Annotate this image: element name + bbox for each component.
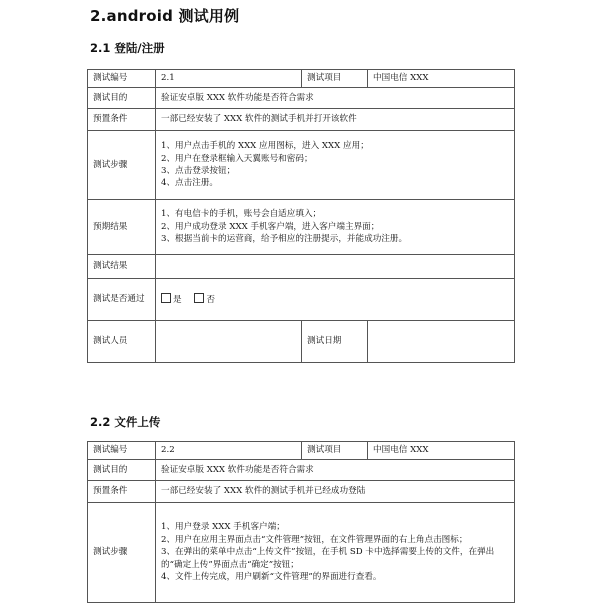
precondition-label: 预置条件	[88, 481, 156, 503]
steps-label: 测试步骤	[88, 503, 156, 603]
expected-list	[156, 200, 515, 255]
precondition-value: 一部已经安装了 XXX 软件的测试手机并打开该软件	[156, 109, 515, 131]
pass-no-option[interactable]	[194, 295, 215, 305]
purpose-value: 验证安卓版 XXX 软件功能是否符合需求	[156, 88, 515, 109]
tester-value[interactable]	[156, 321, 302, 363]
purpose-label: 测试目的	[88, 460, 156, 481]
case-id-label: 测试编号	[88, 442, 156, 460]
case-id-label: 测试编号	[88, 70, 156, 88]
checkbox-icon[interactable]	[194, 293, 204, 303]
steps-list	[156, 503, 515, 603]
expected-item: 1、有电信卡的手机，账号会自适应填入；	[161, 209, 322, 220]
pass-yes-label: 是	[173, 294, 182, 305]
section-title-upload: 2.2 文件上传	[90, 415, 161, 429]
expected-item: 2、用户成功登录 XXX 手机客户端，进入客户端主界面；	[161, 221, 380, 232]
step-item: 1、用户登录 XXX 手机客户端；	[161, 522, 285, 533]
step-item: 1、用户点击手机的 XXX 应用图标，进入 XXX 应用；	[161, 141, 369, 152]
purpose-value: 验证安卓版 XXX 软件功能是否符合需求	[156, 460, 515, 481]
pass-label: 测试是否通过	[88, 279, 156, 321]
section-title-login: 2.1 登陆/注册	[90, 41, 165, 55]
step-item: 4、文件上传完成，用户刷新“文件管理”的界面进行查看。	[161, 572, 382, 583]
step-item: 3、点击登录按钮；	[161, 166, 236, 176]
result-label: 测试结果	[88, 255, 156, 279]
case-id-value: 2.1	[156, 70, 302, 88]
steps-list	[156, 131, 515, 200]
step-item: 4、点击注册。	[161, 178, 219, 189]
checkbox-icon[interactable]	[161, 293, 171, 303]
tester-label: 测试人员	[88, 321, 156, 363]
precondition-label: 预置条件	[88, 109, 156, 131]
step-item: 2、用户在应用主界面点击“文件管理”按钮，在文件管理界面的右上角点击图标；	[161, 534, 468, 545]
purpose-label: 测试目的	[88, 88, 156, 109]
test-case-table-login	[87, 69, 515, 363]
test-item-value: 中国电信 XXX	[368, 442, 515, 460]
date-value[interactable]	[368, 321, 515, 363]
pass-no-label: 否	[206, 294, 215, 305]
pass-yes-option[interactable]	[161, 295, 182, 305]
case-id-value: 2.2	[156, 442, 302, 460]
test-item-value: 中国电信 XXX	[368, 70, 515, 88]
step-item: 3、在弹出的菜单中点击“上传文件”按钮，在手机 SD 卡中选择需要上传的文件，在弹出的“确定上传”界面点击“确定”按钮；	[161, 547, 495, 570]
steps-label: 测试步骤	[88, 131, 156, 200]
pass-options	[156, 279, 515, 321]
page-heading: 2.android 测试用例	[90, 7, 240, 25]
test-case-table-upload	[87, 441, 515, 603]
step-item: 2、用户在登录框输入天翼账号和密码；	[161, 153, 313, 164]
expected-item: 3、根据当前卡的运营商，给予相应的注册提示，并能成功注册。	[161, 234, 408, 245]
test-item-label: 测试项目	[302, 442, 368, 460]
test-item-label: 测试项目	[302, 70, 368, 88]
date-label: 测试日期	[302, 321, 368, 363]
result-value[interactable]	[156, 255, 515, 279]
expected-label: 预期结果	[88, 200, 156, 255]
precondition-value: 一部已经安装了 XXX 软件的测试手机并已经成功登陆	[156, 481, 515, 503]
